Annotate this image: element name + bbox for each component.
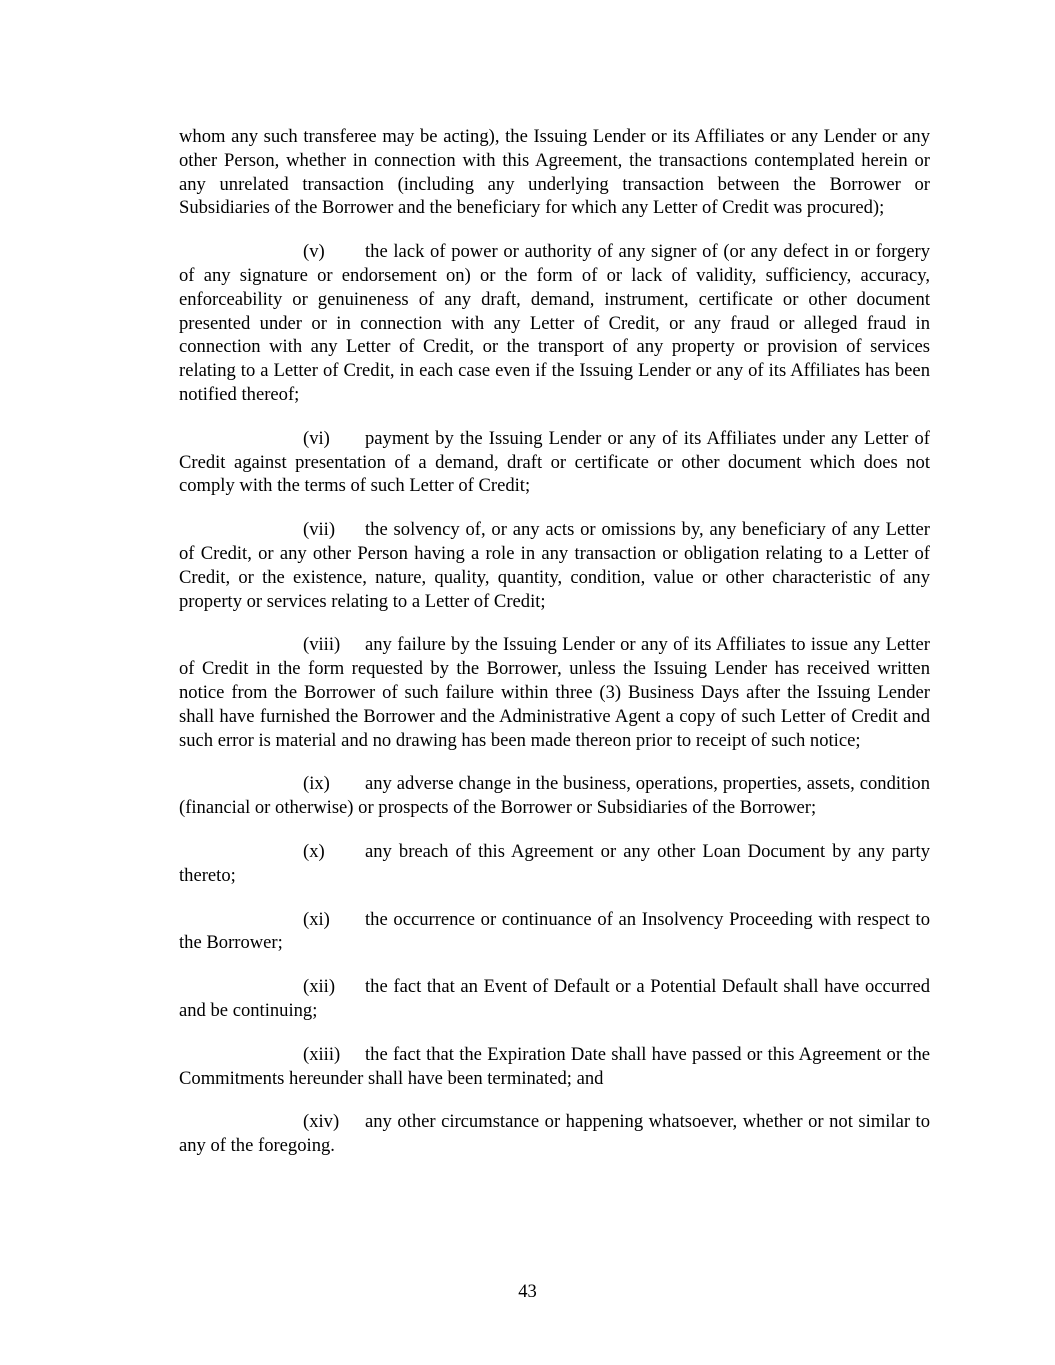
item-text: the occurrence or continuance of an Insolvency Proceeding with respect to the Borrower; [179,908,930,954]
item-text: any adverse change in the business, operations, properties, assets, condition (financial or otherwise) or prospects of the Borrower or Subsidiaries of the Borrower; [179,773,930,819]
list-item [179,240,930,407]
list-item [179,840,930,888]
page-number: 43 [518,1281,537,1302]
item-number: (v) [303,241,325,263]
item-number: (xi) [303,908,330,930]
list-item [179,518,930,613]
item-text: the lack of power or authority of any signer of (or any defect in or forgery of any signature or endorsement on) or the form of or lack of validity, sufficiency, accuracy, enforceability or genuineness of any draft, demand, instrument, certificate or other document presented under or in connection with any Letter of Credit, or any fraud or alleged fraud in connection with any Letter of Credit, or the transport of any property or provision of services relating to a Letter of Credit, in each case even if the Issuing Lender or any of its Affiliates has been notified thereof; [179,241,930,405]
list-item [179,1110,930,1158]
item-number: (ix) [303,773,330,795]
item-number: (x) [303,840,325,862]
item-number: (viii) [303,634,341,656]
body-text [179,125,930,1178]
list-item [179,427,930,498]
list-item [179,975,930,1023]
item-number: (xiv) [303,1111,340,1133]
item-text: the fact that an Event of Default or a Potential Default shall have occurred and be continuing; [179,976,930,1021]
list-item [179,772,930,820]
item-text: any breach of this Agreement or any other Loan Document by any party thereto; [179,840,930,886]
item-text: the fact that the Expiration Date shall have passed or this Agreement or the Commitments hereunder shall have been terminated; and [179,1043,930,1089]
item-number: (vii) [303,519,336,541]
item-number: (xiii) [303,1043,341,1065]
continuation-paragraph: whom any such transferee may be acting), the Issuing Lender or its Affiliates or any Lender or any other Person, whether in connection with this Agreement, the transactions contemplated herein or any unrelated transaction (including any underlying transaction between the Borrower or Subsidiaries of the Borrower and the beneficiary for which any Letter of Credit was procured); [179,126,930,219]
list-item [179,1043,930,1091]
item-number: (xii) [303,976,336,998]
list-item [179,908,930,956]
item-text: payment by the Issuing Lender or any of its Affiliates under any Letter of Credit against presentation of a demand, draft or certificate or other document which does not comply with the terms of such Letter of Credit; [179,427,930,497]
list-item [179,633,930,752]
item-text: any other circumstance or happening whatsoever, whether or not similar to any of the foregoing. [179,1111,930,1157]
item-number: (vi) [303,427,330,449]
item-text: any failure by the Issuing Lender or any of its Affiliates to issue any Letter of Credit in the form requested by the Borrower, unless the Issuing Lender has received written notice from the Borrower of such failure within three (3) Business Days after the Issuing Lender shall have furnished the Borrower and the Administrative Agent a copy of such Letter of Credit and such error is material and no drawing has been made thereon prior to receipt of such notice; [179,634,930,751]
item-text: the solvency of, or any acts or omissions by, any beneficiary of any Letter of Credit, or any other Person having a role in any transaction or obligation relating to a Letter of Credit, or the existence, nature, quality, quantity, condition, value or other characteristic of any property or services relating to a Letter of Credit; [179,519,930,612]
